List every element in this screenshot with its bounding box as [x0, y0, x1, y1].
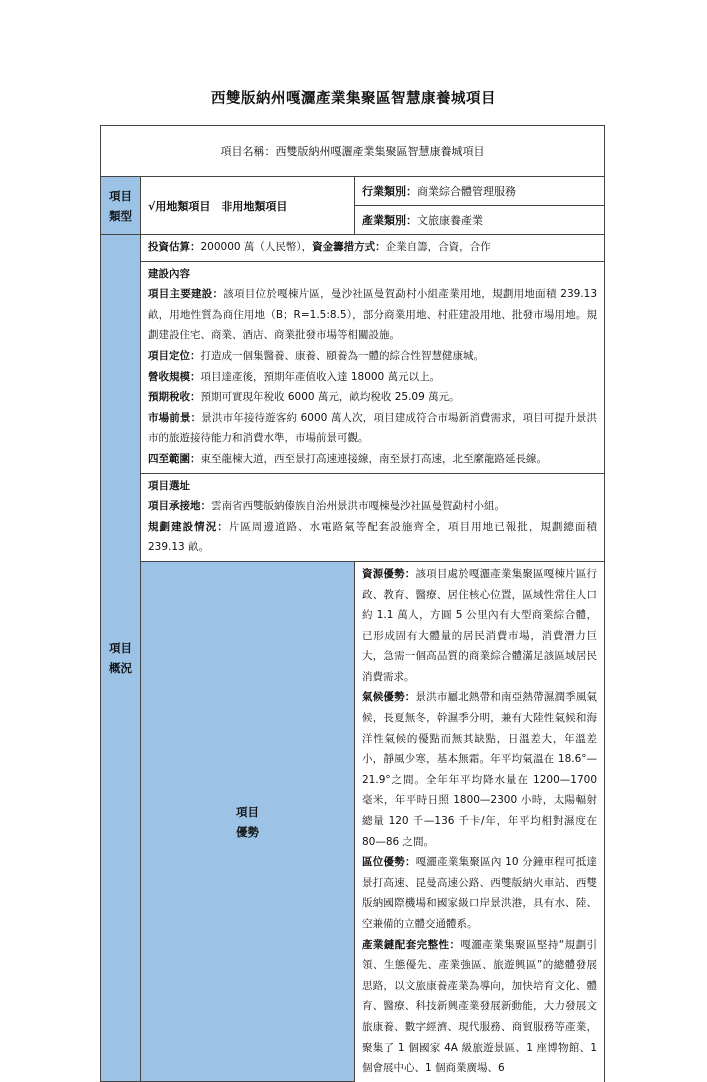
site-row: [141, 473, 605, 561]
construction-content-row: [141, 261, 605, 473]
location-label: 區位優勢：: [362, 856, 416, 869]
resource-text: 該項目處於嘎灑產業集聚區嘎棟片區行政、教育、醫療、居住核心位置，區域性常住人口約 1.1 萬人，方圓 5 公里內有大型商業綜合體，已形成固有大體量的居民消費市場，消費潛力巨大，急需一個高品質的商業綜合體滿足該區域居民消費需求。: [362, 567, 598, 683]
market-text: 景洪市年接待遊客約 6000 萬人次，項目建成符合市場新消費需求，項目可提升景洪市的旅遊接待能力和消費水準，市場前景可觀。: [148, 411, 598, 445]
construction-title: 建設內容: [148, 267, 190, 280]
climate-label: 氣候優勢：: [362, 691, 416, 704]
advantage-header: [141, 561, 355, 1081]
main-construction-text: 該項目位於嘎棟片區，曼沙社區曼賀勐村小組產業用地，規劃用地面積 239.13 畝，用地性質為商住用地（B；R=1.5:8.5），部分商業用地、村莊建設用地、批發市場用地。規劃建設住宅、商業、酒店、商業批發市場等相關設施。: [148, 288, 598, 342]
scale-text: 項目達產後，預期年產值收入達 18000 萬元以上。: [200, 370, 441, 383]
industry-category-value: 商業綜合體管理服務: [417, 185, 516, 198]
advantage-header-label: 項目優勢: [236, 804, 259, 839]
sector-category-value: 文旅康養產業: [417, 214, 483, 227]
site-title: 項目選址: [148, 479, 190, 492]
investment-label: 投資估算：: [148, 241, 201, 253]
tax-paragraph: [148, 387, 597, 408]
tax-label: 預期稅收：: [148, 391, 201, 404]
industry-chain-label: 產業鏈配套完整性：: [362, 938, 461, 951]
site-label: 項目承接地：: [148, 500, 211, 513]
industry-chain-paragraph: [362, 935, 597, 1079]
market-label: 市場前景：: [148, 411, 202, 424]
boundary-text: 東至龍棟大道，西至景打高速連接線，南至景打高速，北至縻龍路延長線。: [200, 452, 547, 465]
site-paragraph: [148, 496, 597, 517]
location-text: 嘎灑產業集聚區內 10 分鐘車程可抵達景打高速、昆曼高速公路、西雙版納火車站、西雙版納國際機場和國家級口岸景洪港，具有水、陸、空兼備的立體交通體系。: [362, 856, 598, 930]
document-title: 西雙版納州嘎灑產業集聚區智慧康養城項目: [211, 91, 496, 107]
boundary-label: 四至範圍：: [148, 452, 201, 465]
market-paragraph: [148, 408, 597, 449]
climate-paragraph: [362, 687, 597, 852]
boundary-paragraph: [148, 449, 597, 470]
industry-category-label: 行業類別：: [362, 185, 417, 198]
climate-text: 景洪市屬北熱帶和南亞熱帶濕潤季風氣候，長夏無冬，幹濕季分明，兼有大陸性氣候和海洋性氣候的優點而無其缺點，日溫差大，年溫差小，靜風少寒，基本無霜。年平均氣溫在 18.6°—21.9°之間。全年年平均降水量在 1200—1700 毫米，年平時日照 1800—2300 小時，太陽輻射總量 120 千—136 千卡/年，年平均相對濕度在 80—86 之間。: [362, 691, 598, 848]
financing-value: 企業自籌，合資，合作: [385, 241, 491, 253]
resource-paragraph: [362, 564, 597, 688]
investment-value: 200000 萬（人民幣），: [200, 241, 313, 253]
project-name-row: [101, 126, 605, 177]
location-paragraph: [362, 852, 597, 934]
project-type-header: [101, 177, 141, 235]
main-construction-paragraph: [148, 284, 597, 346]
planning-label: 規劃建設情況：: [148, 520, 229, 533]
advantage-content-row: [355, 561, 605, 1081]
financing-label: 資金籌措方式：: [312, 241, 386, 253]
main-construction-label: 項目主要建設：: [148, 288, 224, 301]
scale-label: 營收規模：: [148, 370, 201, 383]
planning-text: 片區周邊道路、水電路氣等配套設施齊全，項目用地已報批，規劃總面積 239.13 畝。: [148, 520, 598, 554]
positioning-paragraph: [148, 346, 597, 367]
investment-row: [141, 235, 605, 262]
sector-category-label: 產業類別：: [362, 214, 417, 227]
positioning-text: 打造成一個集醫養、康養、頤養為一體的綜合性智慧健康城。: [200, 349, 484, 362]
industry-chain-text: 嘎灑產業集聚區堅持“規劃引領、生態優先、產業強區、旅遊興區”的總體發展思路，以文旅康養產業為導向，加快培育文化、體育、醫療、科技新興產業發展新動能，大力發展文旅康養、數字經濟、現代服務、商貿服務等產業，聚集了 1 個國家 4A 級旅遊景區、1 座博物館、1 個會展中心、1 個商業廣場、6: [362, 938, 598, 1075]
overview-header-label: 項目概況: [109, 641, 132, 676]
positioning-label: 項目定位：: [148, 349, 201, 362]
industry-category-cell: [355, 177, 605, 206]
overview-header: [101, 235, 141, 1082]
tax-text: 預期可實現年稅收 6000 萬元，畝均稅收 25.09 萬元。: [200, 391, 460, 404]
land-type-text: √用地類項目 非用地類項目: [148, 199, 288, 213]
project-name-text: 項目名稱：西雙版納州嘎灑產業集聚區智慧康養城項目: [220, 145, 485, 158]
land-type-cell: [141, 177, 355, 235]
site-text: 雲南省西雙版納傣族自治州景洪市嘎棟曼沙社區曼賀勐村小組。: [211, 500, 505, 513]
resource-label: 資源優勢：: [362, 567, 416, 580]
sector-category-cell: [355, 206, 605, 235]
planning-paragraph: [148, 517, 597, 558]
project-type-header-label: 項目類型: [109, 188, 132, 223]
scale-paragraph: [148, 367, 597, 388]
project-info-table: [100, 125, 605, 1082]
